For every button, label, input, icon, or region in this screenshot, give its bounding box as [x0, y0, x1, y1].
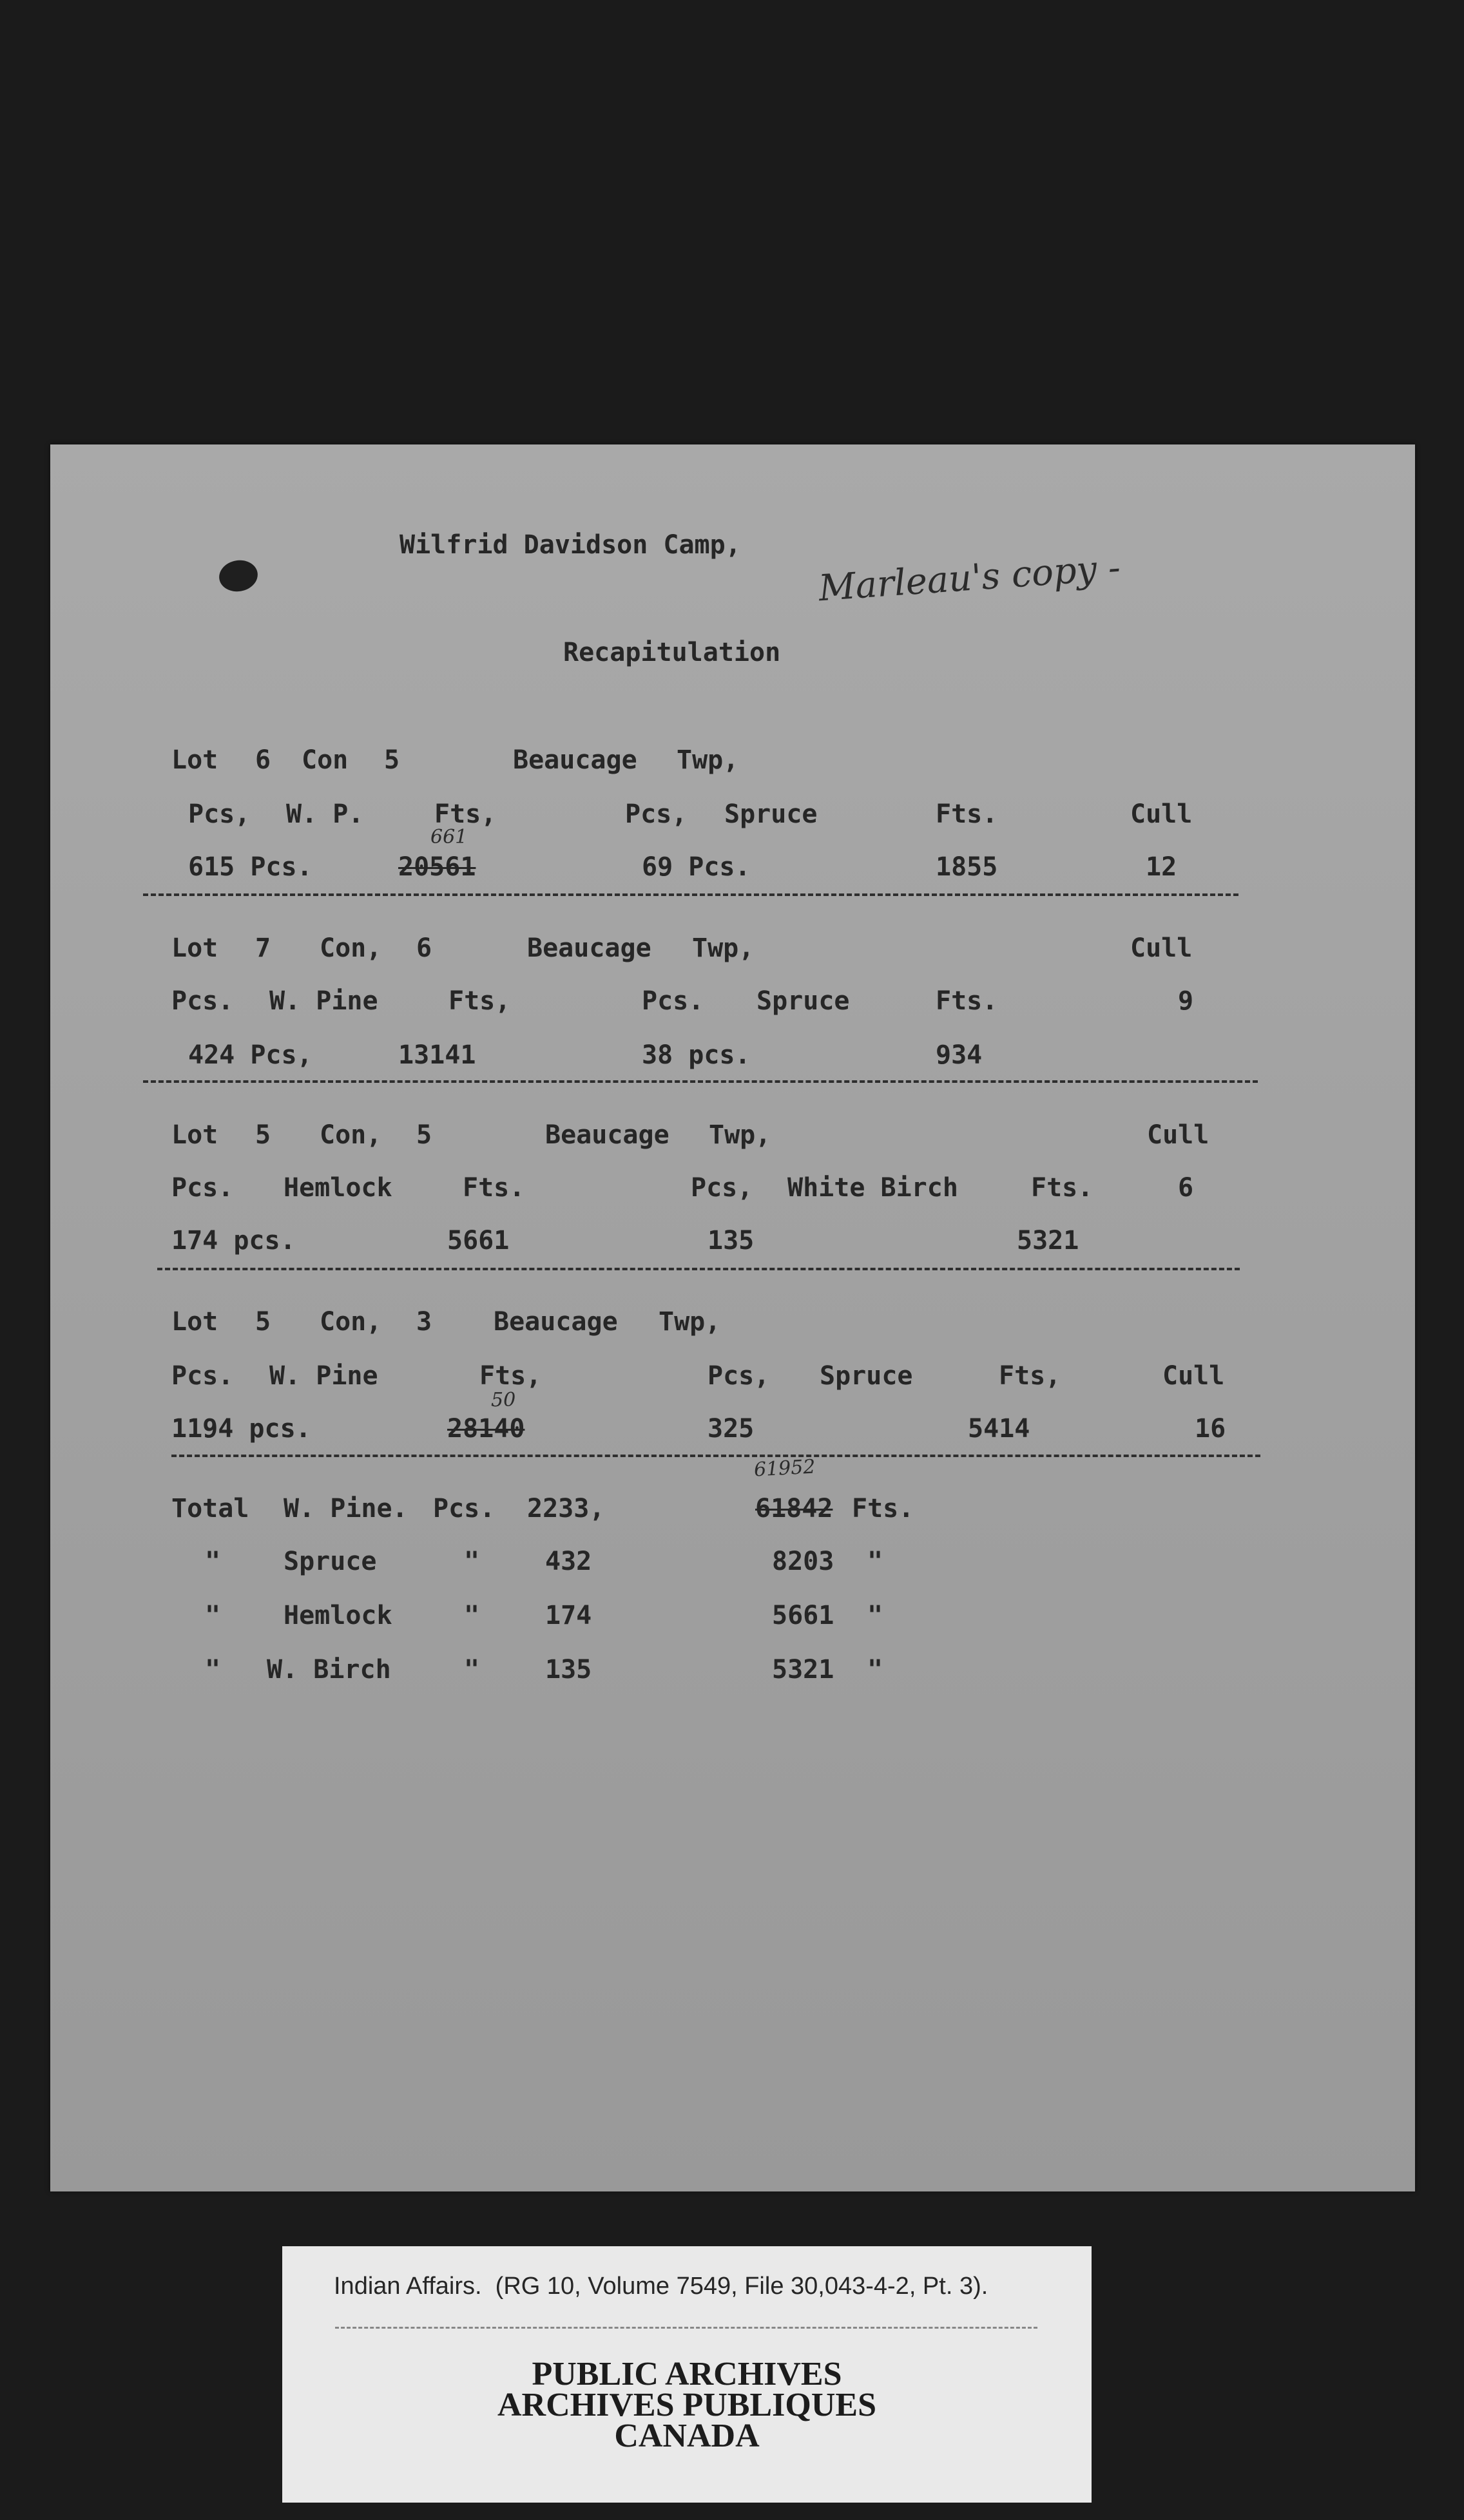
s1-twp: Twp, [677, 745, 739, 775]
s3-col-hemlock: Hemlock [284, 1173, 392, 1203]
s2-cull: 9 [1178, 986, 1194, 1016]
s3-col-pcs: Pcs. [171, 1173, 234, 1203]
s2-spruce-pcs: 38 pcs. [642, 1040, 751, 1070]
total-birch-pcs: 135 [545, 1655, 592, 1685]
total-spruce-species: Spruce [284, 1547, 377, 1576]
s3-hemlock-pcs: 174 pcs. [171, 1226, 296, 1255]
total-spruce-ditto: " [205, 1547, 221, 1576]
s1-col-fts: Fts, [434, 799, 497, 829]
s3-col-fts2: Fts. [1031, 1173, 1093, 1203]
s1-col-fts2: Fts. [936, 799, 998, 829]
totals-label: Total [171, 1494, 249, 1523]
total-hemlock-unit: " [464, 1601, 480, 1630]
s1-col-pcs2: Pcs, [625, 799, 688, 829]
s2-lot: Lot [171, 933, 218, 963]
s4-col-wpine: W. Pine [269, 1361, 378, 1391]
s3-col-fts: Fts. [463, 1173, 525, 1203]
total-spruce-pcs: 432 [545, 1547, 592, 1576]
total-wpine-pcs: 2233, [527, 1494, 605, 1523]
s4-lot: Lot [171, 1307, 218, 1337]
s4-col-spruce: Spruce [820, 1361, 913, 1391]
total-wpine-fts: 61842 [755, 1494, 833, 1523]
s4-spruce-fts: 5414 [968, 1414, 1030, 1444]
s2-col-wpine: W. Pine [269, 986, 378, 1016]
s4-col-cull: Cull [1162, 1361, 1225, 1391]
s1-wp-pcs: 615 Pcs. [188, 852, 313, 882]
total-spruce-fts: 8203 [772, 1547, 834, 1576]
s3-township: Beaucage [545, 1120, 669, 1150]
total-hemlock-fts: 5661 [772, 1601, 834, 1630]
handwritten-note: Marleau's copy - [817, 546, 1122, 610]
archive-name-en: PUBLIC ARCHIVES [532, 2356, 842, 2392]
s2-con-number: 6 [416, 933, 432, 963]
s3-con: Con, [320, 1120, 382, 1150]
total-birch-fts: 5321 [772, 1655, 834, 1685]
label-rule [335, 2327, 1037, 2329]
page-title: Recapitulation [563, 638, 781, 667]
s4-col-fts2: Fts, [999, 1361, 1061, 1391]
s3-lot-number: 5 [255, 1120, 271, 1150]
s1-con: Con [302, 745, 349, 775]
s2-spruce-fts: 934 [936, 1040, 983, 1070]
s2-col-fts: Fts, [448, 986, 511, 1016]
s2-lot-number: 7 [255, 933, 271, 963]
divider [171, 1455, 1260, 1457]
s2-wpine-fts: 13141 [398, 1040, 476, 1070]
s1-correction: 661 [430, 826, 468, 848]
s1-township: Beaucage [513, 745, 637, 775]
total-hemlock-species: Hemlock [284, 1601, 392, 1630]
s4-correction: 50 [491, 1389, 516, 1411]
s4-col-fts: Fts, [479, 1361, 542, 1391]
s1-wp-fts: 20561 [398, 852, 476, 882]
s4-lot-number: 5 [255, 1307, 271, 1337]
s3-birch-pcs: 135 [708, 1226, 755, 1255]
s1-col-spruce: Spruce [724, 799, 818, 829]
s1-lot-number: 6 [255, 745, 271, 775]
s1-col-pcs: Pcs, [188, 799, 251, 829]
s2-col-pcs: Pcs. [171, 986, 234, 1016]
s4-cull: 16 [1195, 1414, 1226, 1444]
s2-wpine-pcs: 424 Pcs, [188, 1040, 313, 1070]
s3-cull-label: Cull [1147, 1120, 1209, 1150]
s2-col-pcs2: Pcs. [642, 986, 704, 1016]
s3-twp: Twp, [709, 1120, 771, 1150]
archive-country: CANADA [614, 2418, 760, 2454]
total-hemlock-ditto: " [205, 1601, 221, 1630]
s4-wpine-pcs: 1194 pcs. [171, 1414, 311, 1444]
s4-con: Con, [320, 1307, 382, 1337]
s4-col-pcs: Pcs. [171, 1361, 234, 1391]
s4-con-number: 3 [416, 1307, 432, 1337]
total-birch-unit: " [464, 1655, 480, 1685]
s1-cull: 12 [1146, 852, 1177, 882]
archive-name-fr: ARCHIVES PUBLIQUES [497, 2387, 877, 2423]
s2-township: Beaucage [527, 933, 651, 963]
total-wpine-unit2: Fts. [852, 1494, 914, 1523]
s3-cull: 6 [1178, 1173, 1194, 1203]
total-wpine-species: W. Pine. [284, 1494, 408, 1523]
total-spruce-unit2: " [867, 1547, 883, 1576]
s3-hemlock-fts: 5661 [447, 1226, 510, 1255]
s2-cull-label: Cull [1130, 933, 1193, 963]
s3-col-pcs2: Pcs, [691, 1173, 753, 1203]
s1-col-cull: Cull [1130, 799, 1193, 829]
total-spruce-unit: " [464, 1547, 480, 1576]
s3-col-whitebirch: White Birch [787, 1173, 958, 1203]
s2-col-spruce: Spruce [756, 986, 850, 1016]
camp-name: Wilfrid Davidson Camp, [400, 530, 741, 560]
total-birch-unit2: " [867, 1655, 883, 1685]
total-hemlock-unit2: " [867, 1601, 883, 1630]
total-birch-ditto: " [205, 1655, 221, 1685]
totals-correction: 61952 [753, 1455, 816, 1482]
s4-wpine-fts: 28140 [447, 1414, 525, 1444]
s1-con-number: 5 [384, 745, 400, 775]
s4-twp: Twp, [659, 1307, 721, 1337]
s3-lot: Lot [171, 1120, 218, 1150]
total-wpine-unit: Pcs. [433, 1494, 496, 1523]
divider [143, 893, 1238, 896]
total-hemlock-pcs: 174 [545, 1601, 592, 1630]
s2-twp: Twp, [692, 933, 755, 963]
s1-lot: Lot [171, 745, 218, 775]
s2-con: Con, [320, 933, 382, 963]
s1-col-wp: W. P. [286, 799, 364, 829]
divider [157, 1268, 1240, 1270]
divider [143, 1080, 1258, 1083]
s4-township: Beaucage [494, 1307, 618, 1337]
s1-spruce-fts: 1855 [936, 852, 998, 882]
archive-reference: Indian Affairs. (RG 10, Volume 7549, File 30,043-4-2, Pt. 3). [334, 2273, 988, 2300]
total-birch-species: W. Birch [267, 1655, 391, 1685]
s3-birch-fts: 5321 [1017, 1226, 1079, 1255]
s4-col-pcs2: Pcs, [708, 1361, 770, 1391]
s2-col-fts2: Fts. [936, 986, 998, 1016]
s1-spruce-pcs: 69 Pcs. [642, 852, 751, 882]
s4-spruce-pcs: 325 [708, 1414, 755, 1444]
s3-con-number: 5 [416, 1120, 432, 1150]
